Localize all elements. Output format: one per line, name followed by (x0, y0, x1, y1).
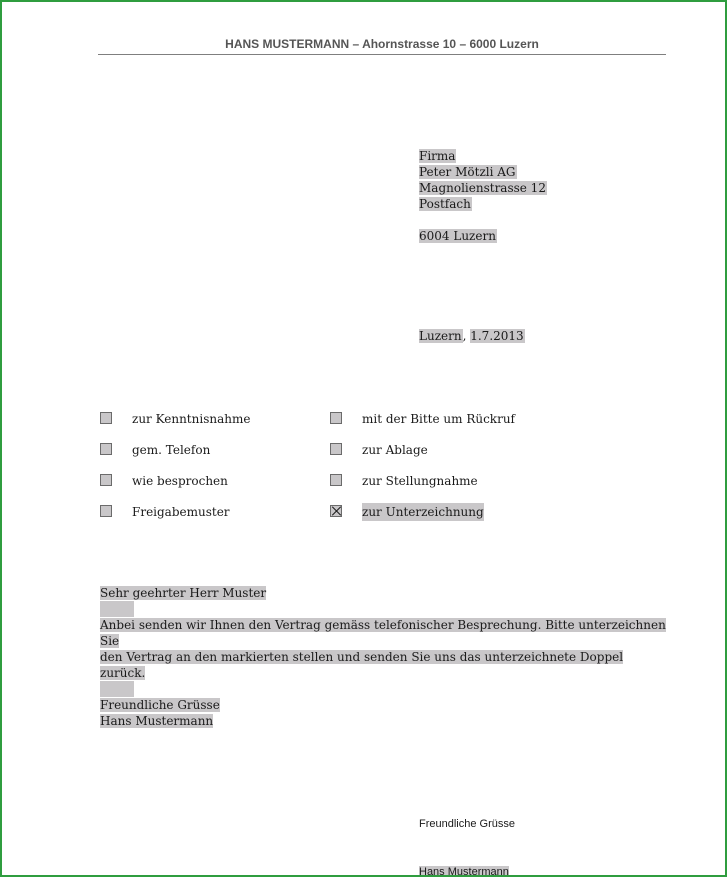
recipient-line-3: Magnolienstrasse 12 (419, 181, 546, 195)
recipient-gap (419, 212, 547, 228)
salutation: Sehr geehrter Herr Muster (100, 586, 267, 600)
check-label: zur Unterzeichnung (362, 505, 484, 519)
recipient-line-2: Peter Mötzli AG (419, 165, 516, 179)
checkbox[interactable] (100, 412, 112, 424)
body-gap (100, 681, 666, 697)
check-label: Freigabemuster (132, 505, 230, 519)
letter-body (100, 585, 666, 729)
check-label: zur Stellungnahme (362, 474, 478, 488)
check-label: wie besprochen (132, 474, 228, 488)
signoff-name: Hans Mustermann (419, 866, 509, 877)
checkbox[interactable] (330, 412, 342, 424)
check-label: zur Kenntnisnahme (132, 412, 251, 426)
recipient-line-1: Firma (419, 149, 456, 163)
checkbox[interactable] (100, 505, 112, 517)
checkbox[interactable] (330, 474, 342, 486)
check-label: mit der Bitte um Rückruf (362, 412, 515, 426)
checkbox[interactable] (100, 443, 112, 455)
closing: Freundliche Grüsse (100, 698, 220, 712)
date-place: Luzern (419, 329, 462, 343)
recipient-line-4: Postfach (419, 197, 471, 211)
signoff-closing: Freundliche Grüsse (419, 818, 515, 830)
sender-name: Hans Mustermann (100, 714, 214, 728)
checkbox[interactable] (100, 474, 112, 486)
checkbox[interactable] (330, 443, 342, 455)
date-value: 1.7.2013 (470, 329, 524, 343)
body-line-2: den Vertrag an den markierten stellen und senden Sie uns das unterzeichnete Doppel zurück. (100, 650, 624, 680)
letterhead (98, 36, 666, 55)
salutation-gap (100, 601, 666, 617)
check-label: zur Ablage (362, 443, 428, 457)
date-separator: , (462, 329, 471, 343)
letterhead-text: HANS MUSTERMANN – Ahornstrasse 10 – 6000 Luzern (225, 37, 539, 51)
body-line-1: Anbei senden wir Ihnen den Vertrag gemäss telefonischer Besprechung. Bitte unterzeichnen Sie (100, 618, 666, 648)
check-label: gem. Telefon (132, 443, 211, 457)
checkbox-checked[interactable] (330, 505, 342, 517)
recipient-city: 6004 Luzern (419, 229, 496, 243)
date-line (419, 328, 525, 344)
recipient-address (419, 148, 547, 244)
